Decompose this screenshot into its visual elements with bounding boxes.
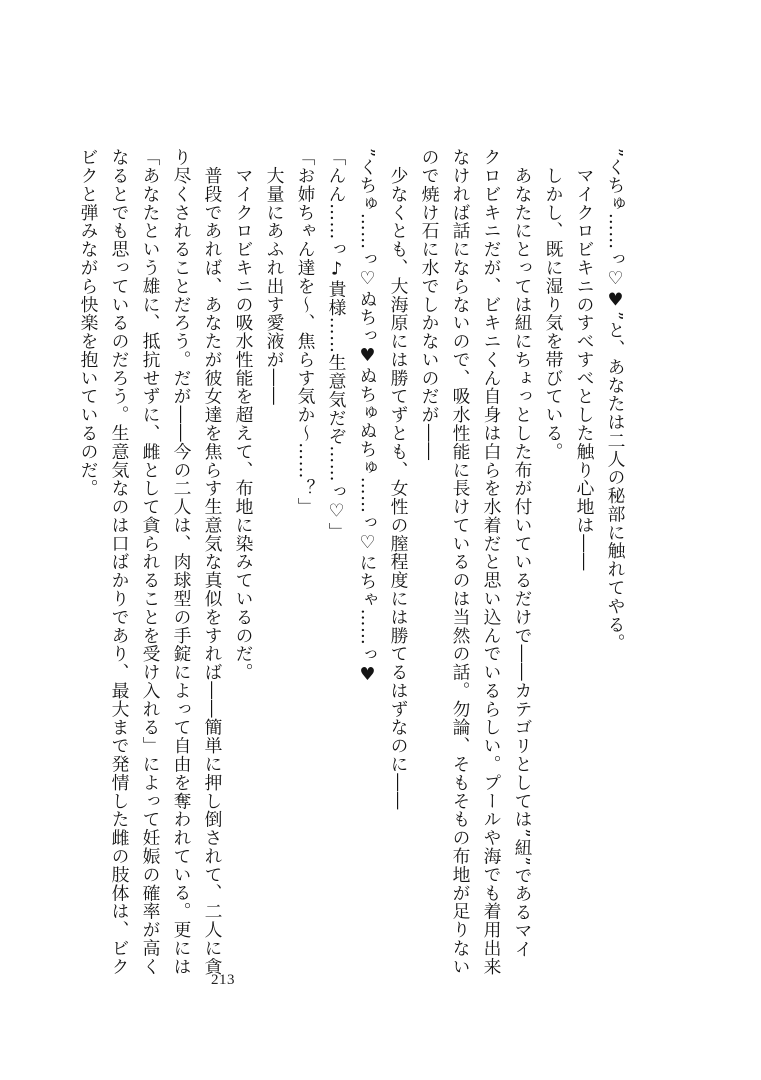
text-line: マイクロビキニのすべすべとした触り心地は―― [574,148,595,571]
text-line: 大量にあふれ出す愛液が―― [264,148,285,406]
text-line: ので焼け石に水でしかないのだが―― [419,148,440,461]
text-line: 「あなたという雄に、抵抗せずに、雌として貪られることを受け入れる」によって妊娠の確率が高く [140,148,161,976]
blank-line [631,148,662,968]
text-line: なければ話にならないので、吸水性能に長けているのは当然の話。勿論、そもそもの布地が足りない [450,148,471,976]
text-line: 普段であれば、あなたが彼女達を焦らす生意気な真似をすれば――簡単に押し倒されて、二人に貪 [202,148,223,976]
text-line: ”くちゅ……っ♡♥”と、あなたは二人の秘部に触れてやる。 [605,148,626,652]
text-line: あなたにとっては紐にちょっとした布が付いているだけで――カテゴリとしては”紐”であるマイ [512,148,533,959]
text-line: なるとでも思っているのだろう。生意気なのは口ばかりであり、最大まで発情した雌の肢体は、ビク [109,148,130,976]
text-line: 「お姉ちゃん達を〜、焦らす気か〜……？」 [295,148,316,516]
text-line: クロビキニだが、ビキニくん自身は白らを水着だと思い込んでいるらしい。プールや海でも着用出来 [481,148,502,976]
vertical-text-block [78,148,662,976]
text-line: り尽くされることだろう。だが――今の二人は、肉球型の手錠によって自由を奪われている。更には [171,148,192,976]
text-line: 「んん……っ♪貴様……生意気だぞ……っ♡」 [326,148,347,541]
text-line: ”くちゅ……っ♡ぬちっ♥ぬちゅぬちゅ……っ♡にちゃ……っ♥ [357,148,378,686]
page-number: 213 [211,972,235,988]
text-line: マイクロビキニの吸水性能を超えて、布地に染みているのだ。 [233,148,254,682]
text-line: しかし、既に湿り気を帯びている。 [543,148,564,461]
text-line: 少なくとも、大海原には勝てずとも、女性の膣程度には勝てるはずなのに―― [388,148,409,811]
text-line: ビクと弾みながら快楽を抱いているのだ。 [78,148,99,498]
